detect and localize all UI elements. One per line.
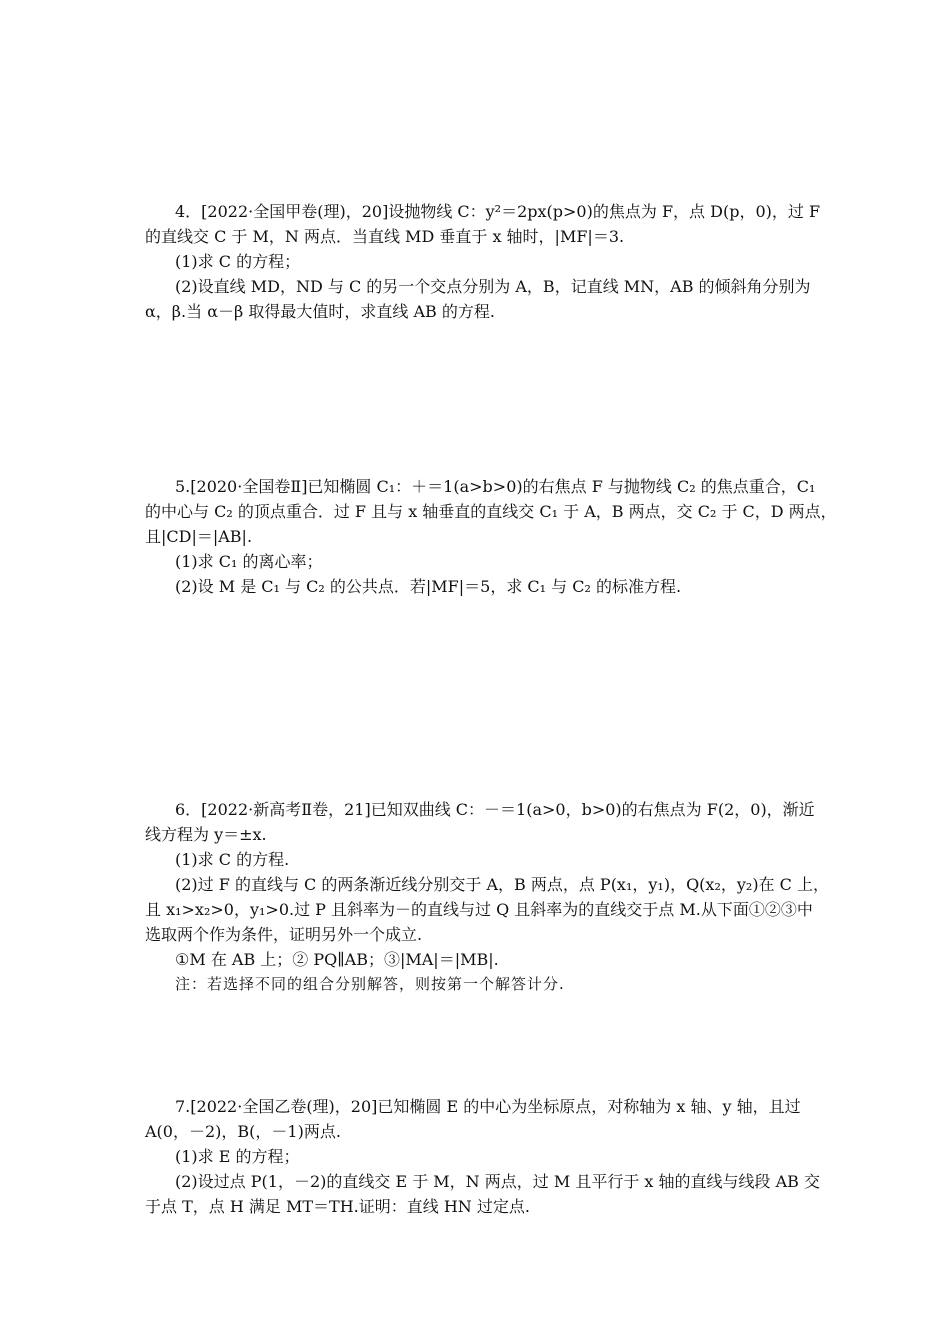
problem-7-part-2: (2)设过点 P(1，－2)的直线交 E 于 M，N 两点，过 M 且平行于 x 轴的直线与线段 AB 交 <box>175 1172 821 1191</box>
problem-6-part-1: (1)求 C 的方程. <box>175 850 290 869</box>
problem-4 <box>145 199 821 324</box>
problem-4-line-2: 的直线交 C 于 M，N 两点．当直线 MD 垂直于 x 轴时，|MF|＝3. <box>145 227 625 246</box>
problem-4-part-2: (2)设直线 MD，ND 与 C 的另一个交点分别为 A，B，记直线 MN，AB 的倾斜角分别为 <box>175 277 811 296</box>
problem-6-line-6: 选取两个作为条件，证明另外一个成立. <box>145 925 423 944</box>
problem-5-line-2: 的中心与 C₂ 的顶点重合．过 F 且与 x 轴垂直的直线交 C₁ 于 A，B 两点，交 C₂ 于 C，D 两点， <box>145 502 837 521</box>
problem-5-line-3: 且|CD|＝|AB|. <box>145 527 253 546</box>
problem-7-line-5: 于点 T，点 H 满足 MT＝TH.证明：直线 HN 过定点. <box>145 1197 530 1216</box>
problem-6 <box>145 797 829 997</box>
problem-5-line-1: 5.[2020·全国卷Ⅱ]已知椭圆 C₁：＋＝1(a>b>0)的右焦点 F 与抛物线 C₂ 的焦点重合，C₁ <box>175 477 816 496</box>
problem-7-line-2: A(0，－2)，B(，－1)两点. <box>145 1122 341 1141</box>
problem-6-part-2: (2)过 F 的直线与 C 的两条渐近线分别交于 A，B 两点，点 P(x₁，y₁)，Q(x₂，y₂)在 C 上， <box>175 875 829 894</box>
problem-5-part-1: (1)求 C₁ 的离心率； <box>175 552 323 571</box>
problem-4-part-1: (1)求 C 的方程； <box>175 252 301 271</box>
problem-6-line-5: 且 x₁>x₂>0，y₁>0.过 P 且斜率为－的直线与过 Q 且斜率为的直线交于点 M.从下面①②③中 <box>145 900 813 919</box>
problem-4-line-5: α，β.当 α－β 取得最大值时，求直线 AB 的方程. <box>145 302 495 321</box>
problem-4-line-1: 4．[2022·全国甲卷(理)，20]设抛物线 C：y²＝2px(p>0)的焦点为 F，点 D(p，0)，过 F <box>175 202 821 221</box>
problem-5-part-2: (2)设 M 是 C₁ 与 C₂ 的公共点．若|MF|＝5，求 C₁ 与 C₂ 的标准方程. <box>175 577 682 596</box>
problem-7 <box>145 1094 821 1219</box>
problem-6-note: 注：若选择不同的组合分别解答，则按第一个解答计分. <box>175 975 565 993</box>
problem-7-line-1: 7.[2022·全国乙卷(理)，20]已知椭圆 E 的中心为坐标原点，对称轴为 x 轴、y 轴，且过 <box>175 1097 801 1116</box>
problem-6-line-1: 6．[2022·新高考Ⅱ卷，21]已知双曲线 C：－＝1(a>0，b>0)的右焦点为 F(2，0)，渐近 <box>175 800 815 819</box>
problem-7-part-1: (1)求 E 的方程； <box>175 1147 300 1166</box>
problem-6-line-2: 线方程为 y＝±x. <box>145 825 267 844</box>
problem-5 <box>145 474 837 599</box>
problem-6-conditions: ①M 在 AB 上；② PQ∥AB；③|MA|＝|MB|. <box>175 950 499 969</box>
